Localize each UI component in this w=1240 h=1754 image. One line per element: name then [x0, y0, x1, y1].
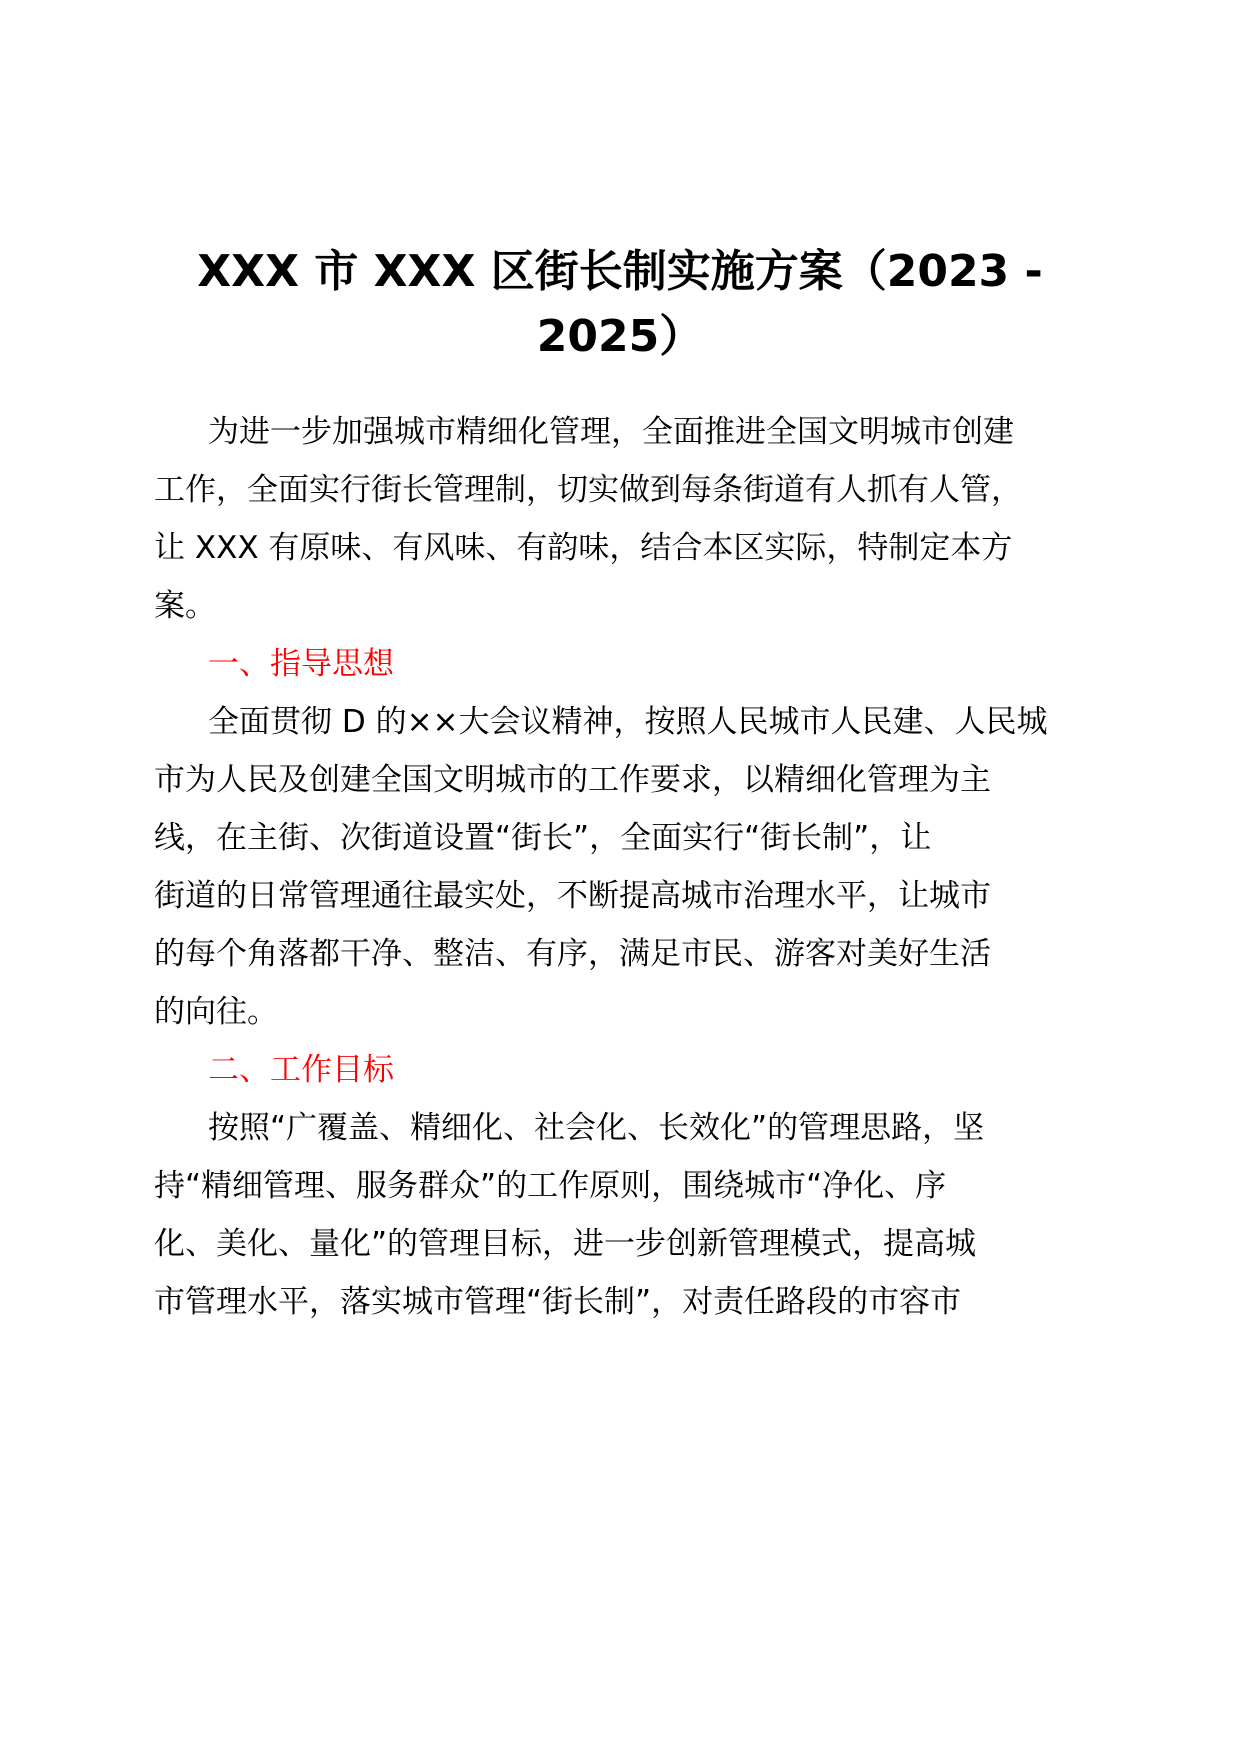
section1-line-5: 的每个角落都干净、整洁、有序，满足市民、游客对美好生活: [154, 936, 991, 972]
section1-line-6: 的向往。: [154, 994, 278, 1030]
section1-line-3: 线，在主街、次街道设置“街长”，全面实行“街长制”，让: [154, 820, 932, 856]
section1-line-4: 街道的日常管理通往最实处，不断提高城市治理水平，让城市: [154, 878, 991, 914]
intro-line-1: 为进一步加强城市精细化管理，全面推进全国文明城市创建: [208, 414, 1014, 450]
section2-line-2: 持“精细管理、服务群众”的工作原则，围绕城市“净化、序: [154, 1168, 947, 1204]
section2-line-3: 化、美化、量化”的管理目标，进一步创新管理模式，提高城: [154, 1226, 977, 1262]
section2-line-4: 市管理水平，落实城市管理“街长制”，对责任路段的市容市: [154, 1284, 962, 1320]
section1-line-1: 全面贯彻 D 的××大会议精神，按照人民城市人民建、人民城: [208, 704, 1048, 740]
section-heading-guiding-ideology: 一、指导思想: [208, 646, 394, 682]
document-title-line-2: 2025）: [536, 311, 704, 362]
intro-line-3: 让 XXX 有原味、有风味、有韵味，结合本区实际，特制定本方: [154, 530, 1013, 566]
document-title-line-1: XXX 市 XXX 区街长制实施方案（2023 -: [197, 246, 1043, 297]
section2-line-1: 按照“广覆盖、精细化、社会化、长效化”的管理思路，坚: [208, 1110, 985, 1146]
section-heading-work-goals: 二、工作目标: [208, 1052, 394, 1088]
intro-line-2: 工作，全面实行街长管理制，切实做到每条街道有人抓有人管，: [154, 472, 1022, 508]
intro-line-4: 案。: [154, 588, 216, 624]
section1-line-2: 市为人民及创建全国文明城市的工作要求，以精细化管理为主: [154, 762, 991, 798]
